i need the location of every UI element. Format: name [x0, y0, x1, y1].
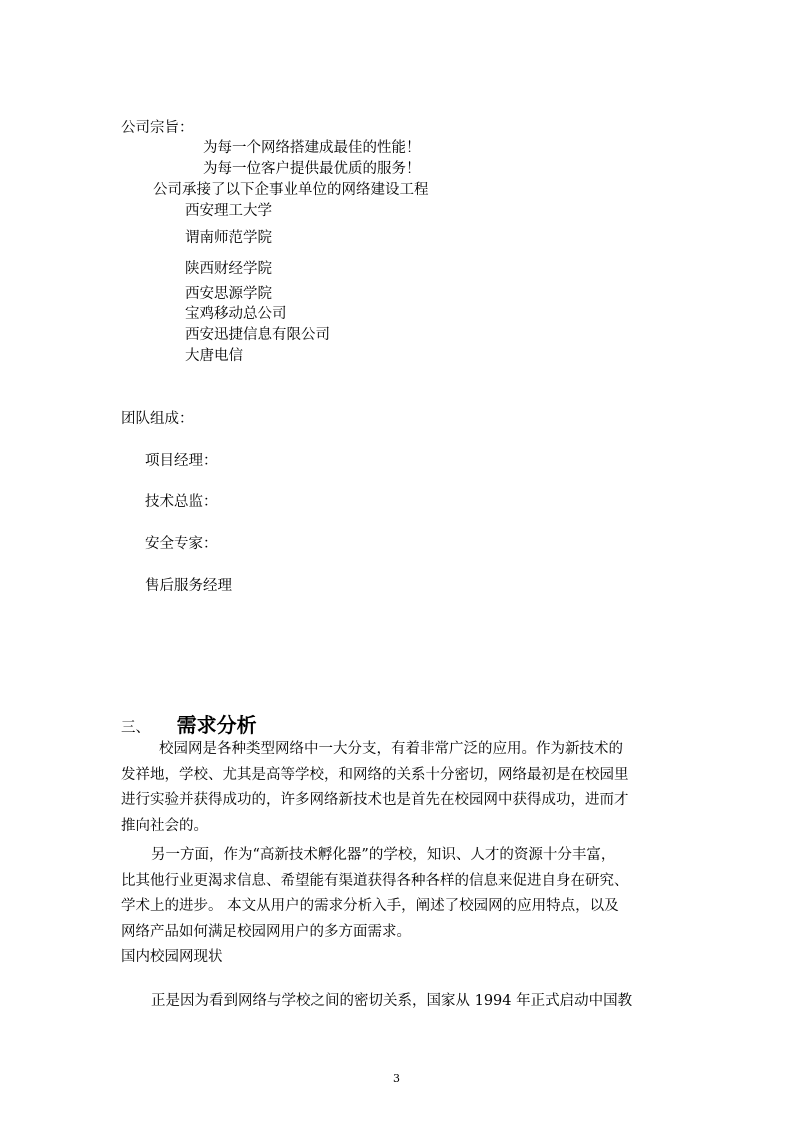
page-number: 3: [393, 1072, 400, 1085]
subheading: 国内校园网现状: [121, 949, 223, 965]
paragraph-line: 网络产品如何满足校园网用户的多方面需求。: [121, 923, 411, 940]
paragraph-line: 进行实验并获得成功的，许多网络新技术也是首先在校园网中获得成功，进而才: [121, 792, 629, 808]
section-heading: [121, 709, 257, 738]
client-item: 西安思源学院: [185, 286, 272, 302]
paragraph-3: [121, 989, 674, 1015]
paragraph-1: [121, 737, 674, 839]
purpose-line: 为每一位客户提供最优质的服务！: [203, 161, 421, 177]
team-role: 安全专家：: [145, 536, 218, 552]
team-role: 售后服务经理: [145, 578, 232, 594]
paragraph-line: 另一方面，作为“高新技术孵化器”的学校，知识、人才的资源十分丰富，: [151, 847, 616, 863]
team-role: 技术总监：: [145, 494, 218, 510]
section-title: 需求分析: [176, 713, 257, 737]
team-role: 项目经理：: [145, 453, 218, 469]
client-item: 谓南师范学院: [185, 230, 272, 246]
paragraph-line: 学术上的进步。 本文从用户的需求分析入手，阐述了校园网的应用特点，以及: [121, 898, 619, 914]
client-item: 西安理工大学: [185, 203, 272, 219]
paragraph-line: 比其他行业更渴求信息、希望能有渠道获得各种各样的信息来促进自身在研究、: [121, 872, 629, 889]
paragraph-line: 发祥地，学校、尤其是高等学校，和网络的关系十分密切，网络最初是在校园里: [121, 766, 629, 783]
paragraph-2: [121, 843, 674, 945]
client-item: 宝鸡移动总公司: [185, 306, 287, 322]
client-item: 陕西财经学院: [185, 261, 272, 277]
paragraph-line: 正是因为看到网络与学校之间的密切关系，国家从 1994 年正式启动中国教: [151, 993, 633, 1009]
purpose-label: 公司宗旨：: [121, 120, 194, 136]
paragraph-line: 推向社会的。: [121, 817, 208, 834]
paragraph-line: 校园网是各种类型网络中一大分支，有着非常广泛的应用。作为新技术的: [159, 741, 623, 757]
projects-intro: 公司承接了以下企事业单位的网络建设工程: [153, 182, 429, 198]
client-item: 大唐电信: [185, 348, 243, 364]
purpose-line: 为每一个网络搭建成最佳的性能！: [203, 140, 421, 156]
team-label: 团队组成：: [121, 411, 194, 427]
client-item: 西安迅捷信息有限公司: [185, 327, 330, 343]
section-number: 三、: [121, 720, 150, 736]
